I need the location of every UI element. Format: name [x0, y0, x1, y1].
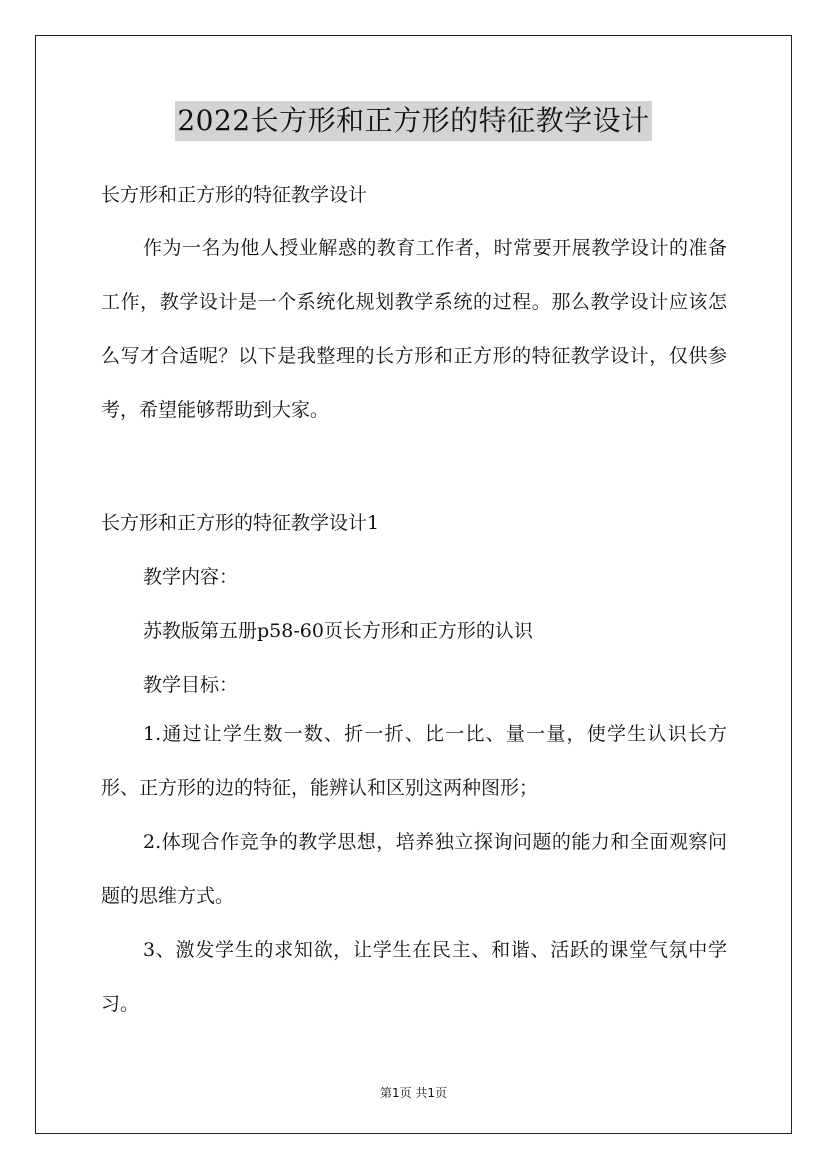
intro-paragraph: 作为一名为他人授业解惑的教育工作者，时常要开展教学设计的准备工作，教学设计是一个系统化规划教学系统的过程。那么教学设计应该怎么写才合适呢？以下是我整理的长方形和正方形的特征教学设计，仅供参考，希望能够帮助到大家。: [101, 237, 727, 421]
page-number: 第1页 共1页: [379, 1086, 448, 1100]
section-heading: 长方形和正方形的特征教学设计1: [101, 512, 380, 534]
goal-item-1: 1.通过让学生数一数、折一折、比一比、量一量，使学生认识长方形、正方形的边的特征，能辨认和区别这两种图形；: [101, 723, 727, 799]
content-value: 苏教版第五册p58-60页长方形和正方形的认识: [143, 620, 533, 642]
content-label: 教学内容：: [143, 566, 239, 588]
subtitle: 长方形和正方形的特征教学设计: [101, 184, 368, 206]
goal-item-3: 3、激发学生的求知欲，让学生在民主、和谐、活跃的课堂气氛中学习。: [101, 939, 727, 1015]
title-container: [0, 101, 827, 141]
goals-label: 教学目标：: [143, 674, 239, 696]
document-title: 2022长方形和正方形的特征教学设计: [175, 101, 651, 141]
goal-item-2: 2.体现合作竞争的教学思想，培养独立探询问题的能力和全面观察问题的思维方式。: [101, 831, 727, 907]
